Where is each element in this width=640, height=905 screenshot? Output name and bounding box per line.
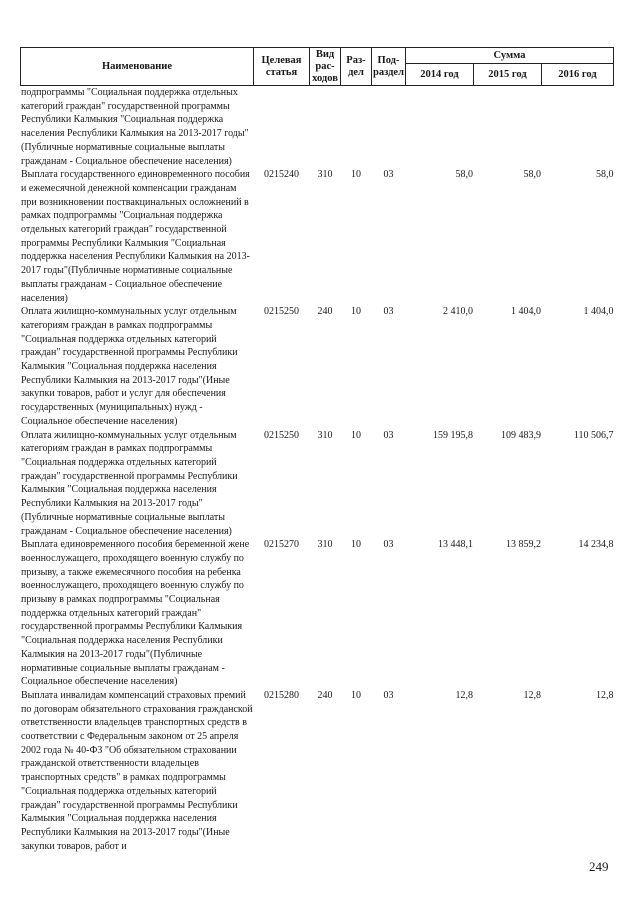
- row-2014: 2 410,0: [443, 306, 473, 318]
- row-subsection: [372, 86, 406, 169]
- table-row: [21, 689, 614, 853]
- row-name: Оплата жилищно-коммунальных услуг отдельным категориям граждан в рамках подпрограммы "Социальная поддержка отдельных категорий граждан" государственной программы Республики Калмыкия "Социальная поддержка населения Республики Калмыкия на 2013-2017 годы"(Иные закупки товаров, работ и услуг для обеспечения государственных (муниципальных) нужд - Социальное обеспечение населения): [21, 306, 238, 427]
- row-expense-type: 240: [317, 689, 333, 701]
- row-section: 10: [351, 306, 361, 318]
- header-subsection: Под- раздел: [372, 48, 406, 86]
- table-row: [21, 168, 614, 305]
- row-code: 0215270: [264, 539, 299, 551]
- row-2016: 1 404,0: [583, 306, 614, 318]
- row-expense-type: 310: [317, 539, 333, 551]
- row-subsection: 03: [383, 169, 394, 181]
- row-2015: 12,8: [523, 689, 541, 701]
- row-2016: [542, 86, 614, 169]
- header-section: Раз- дел: [341, 48, 372, 86]
- row-name: Выплата инвалидам компенсаций страховых премий по договорам обязательного страхования гражданской ответственности владельцев транспортных средств в соответствии с Федеральным законом от 25 апреля 2002 года № 40-ФЗ "Об обязательном страховании гражданской ответственности владельцев транспортных средств" в рамках подпрограммы "Социальная поддержка отдельных категорий граждан" государственной программы Республики Калмыкия "Социальная поддержка населения Республики Калмыкия на 2013-2017 годы"(Иные закупки товаров, работ и: [21, 689, 253, 852]
- row-code: 0215250: [264, 306, 299, 318]
- row-section: 10: [351, 689, 361, 701]
- row-name: Выплата единовременного пособия беременной жене военнослужащего, проходящего военную службу по призыву, а также ежемесячного пособия на ребенка военнослужащего, проходящего военную службу по призыву в рамках подпрограммы "Социальная поддержка отдельных категорий граждан" государственной программы Республики Калмыкия "Социальная поддержка населения Республики Калмыкия на 2013-2017 годы"(Публичные нормативные социальные выплаты гражданам - Социальное обеспечение населения): [21, 539, 250, 688]
- row-name: Оплата жилищно-коммунальных услуг отдельным категориям граждан в рамках подпрограммы "Социальная поддержка отдельных категорий граждан" государственной программы Республики Калмыкия "Социальная поддержка населения Республики Калмыкия на 2013-2017 годы"(Публичные нормативные социальные выплаты гражданам - Социальное обеспечение населения): [21, 429, 238, 537]
- row-code: [254, 86, 310, 169]
- header-target-article: Целевая статья: [254, 48, 310, 86]
- row-section: 10: [351, 429, 361, 441]
- budget-table: [20, 47, 614, 853]
- row-2015: 13 859,2: [506, 539, 541, 551]
- row-subsection: 03: [383, 306, 394, 318]
- header-year: 2014 год: [406, 64, 474, 86]
- row-2014: 12,8: [455, 689, 473, 701]
- row-section: 10: [351, 539, 361, 551]
- row-section: 10: [351, 169, 361, 181]
- header-expense-type: Вид рас- ходов: [310, 48, 341, 86]
- row-2014: 159 195,8: [433, 429, 473, 441]
- row-2014: 13 448,1: [438, 539, 473, 551]
- row-name: Выплата государственного единовременного пособия и ежемесячной денежной компенсации гражданам при возникновении поствакцинальных осложнений в рамках подпрограммы "Социальная поддержка отдельных категорий граждан" государственной программы Республики Калмыкия "Социальная поддержка населения Республики Калмыкия на 2013-2017 годы"(Публичные нормативные социальные выплаты гражданам - Социальное обеспечение населения): [21, 169, 250, 304]
- row-expense-type: 310: [317, 429, 333, 441]
- row-2016: 58,0: [596, 169, 614, 181]
- row-subsection: 03: [383, 689, 394, 701]
- row-code: 0215250: [264, 429, 299, 441]
- header-year: 2015 год: [474, 64, 542, 86]
- row-subsection: 03: [383, 429, 394, 441]
- row-2015: 58,0: [523, 169, 541, 181]
- page-number: 249: [589, 859, 609, 874]
- row-2016: 110 506,7: [573, 429, 614, 441]
- header-year: 2016 год: [542, 64, 614, 86]
- row-section: [341, 86, 372, 169]
- row-expense-type: 240: [317, 306, 333, 318]
- row-2015: 1 404,0: [511, 306, 541, 318]
- header-sum: Сумма: [406, 48, 614, 64]
- row-expense-type: 310: [317, 169, 333, 181]
- row-expense-type: [310, 86, 341, 169]
- row-code: 0215280: [264, 689, 299, 701]
- table-body: [21, 86, 614, 854]
- table-row: [21, 305, 614, 428]
- table-row: [21, 86, 614, 169]
- row-name: подпрограммы "Социальная поддержка отдельных категорий граждан" государственной программы Республики Калмыкия "Социальная поддержка населения Республики Калмыкия на 2013-2017 годы"(Публичные нормативные социальные выплаты гражданам - Социальное обеспечение населения): [21, 87, 249, 167]
- row-2014: [406, 86, 474, 169]
- row-2015: 109 483,9: [501, 429, 541, 441]
- row-code: 0215240: [264, 169, 299, 181]
- row-2015: [474, 86, 542, 169]
- row-2016: 12,8: [596, 689, 614, 701]
- table-header: [21, 48, 614, 86]
- row-subsection: 03: [383, 539, 394, 551]
- row-2016: 14 234,8: [578, 539, 614, 551]
- header-name: Наименование: [21, 48, 254, 86]
- table-row: [21, 538, 614, 689]
- row-2014: 58,0: [455, 169, 473, 181]
- table-row: [21, 429, 614, 539]
